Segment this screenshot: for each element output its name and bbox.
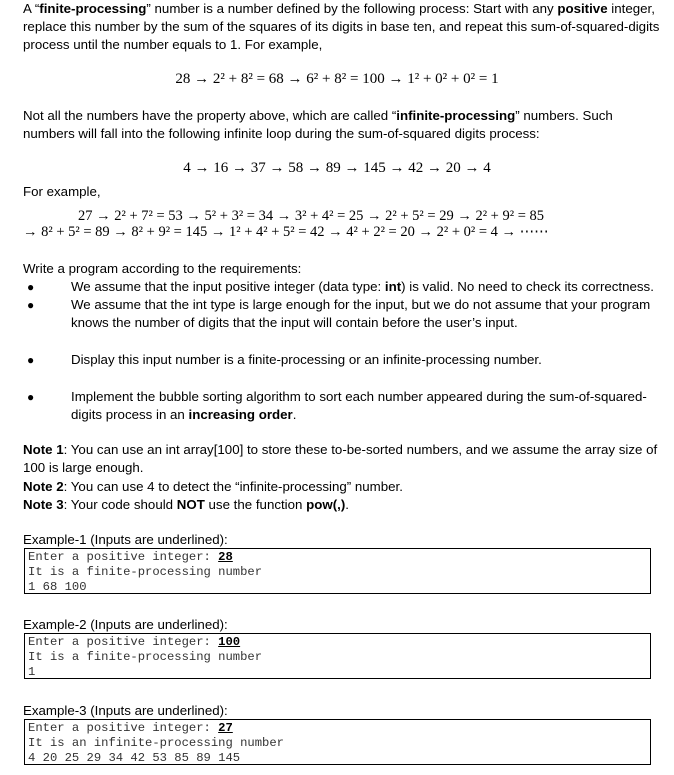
note-1 <box>23 441 665 477</box>
user-input: 100 <box>218 635 241 649</box>
console-output <box>24 633 651 679</box>
for-example-label: For example, <box>23 184 101 199</box>
bullet-icon: ● <box>27 298 35 312</box>
bullet-icon: ● <box>27 390 35 404</box>
formula-finite-example: 28 → 2² + 8² = 68 → 6² + 8² = 100 → 1² + 0² + 0² = 1 <box>175 71 499 87</box>
formula-example-line1: 27 → 2² + 7² = 53 → 5² + 3² = 34 → 3² + 4² = 25 → 2² + 5² = 29 → 2² + 9² = 85 <box>78 208 544 224</box>
prompt: Enter a positive integer: <box>28 550 219 564</box>
requirement-item <box>27 278 668 296</box>
term-infinite-processing: infinite-processing <box>396 108 516 123</box>
text: pow(,) <box>306 497 346 512</box>
text: ” number is a number defined by the following process: Start with any <box>146 1 558 16</box>
requirement-item <box>27 296 668 332</box>
note-label: Note 1 <box>23 442 64 457</box>
result-line: It is a finite-processing number <box>28 650 263 664</box>
infinite-paragraph <box>23 107 665 143</box>
sorted-line: 1 <box>28 665 36 679</box>
text: ) is valid. No need to check its correctness. <box>401 279 654 294</box>
sorted-line: 1 68 100 <box>28 580 87 594</box>
text: A “ <box>23 1 40 16</box>
text: Not all the numbers have the property above, which are called “ <box>23 108 397 123</box>
example-label: Example-1 (Inputs are underlined): <box>23 532 228 547</box>
result-line: It is an infinite-processing number <box>28 736 284 750</box>
example-label: Example-2 (Inputs are underlined): <box>23 617 228 632</box>
note-3 <box>23 496 665 514</box>
prompt: Enter a positive integer: <box>28 721 219 735</box>
formula-example-line2: → 8² + 5² = 89 → 8² + 9² = 145 → 1² + 4² + 5² = 42 → 4² + 2² = 20 → 2² + 0² = 4 → ⋯⋯ <box>23 224 549 240</box>
formula-infinite-loop: 4 → 16 → 37 → 58 → 89 → 145 → 42 → 20 → 4 <box>183 160 491 176</box>
intro-paragraph <box>23 0 665 54</box>
text: Display this input number is a finite-processing or an infinite-processing number. <box>71 352 542 367</box>
text: NOT <box>176 497 205 512</box>
text: use the function <box>204 497 307 512</box>
text: . <box>292 407 297 422</box>
requirements-heading: Write a program according to the requirements: <box>23 261 302 276</box>
emphasis-positive: positive <box>557 1 608 16</box>
text: : You can use 4 to detect the “infinite-processing” number. <box>63 479 403 494</box>
text: increasing order <box>188 407 293 422</box>
bullet-icon: ● <box>27 353 35 367</box>
text: We assume that the int type is large enough for the input, but we do not assume that your program knows the number of digits that the input will contain before the user’s input. <box>71 297 651 330</box>
example-label: Example-3 (Inputs are underlined): <box>23 703 228 718</box>
text: Implement the bubble sorting algorithm to sort each number appeared during the sum-of-squared-digits process in an <box>71 389 647 422</box>
user-input: 27 <box>218 721 233 735</box>
sorted-line: 4 20 25 29 34 42 53 85 89 145 <box>28 751 241 765</box>
result-line: It is a finite-processing number <box>28 565 263 579</box>
requirement-item <box>27 351 668 369</box>
user-input: 28 <box>218 550 233 564</box>
text: ” numbers. Such numbers will fall into the following infinite loop during the sum-of-squared digits process: <box>23 108 613 141</box>
note-label: Note 2 <box>23 479 64 494</box>
text: : You can use an int array[100] to store these to-be-sorted numbers, and we assume the array size of 100 is large enough. <box>23 442 658 475</box>
requirement-item <box>27 388 668 424</box>
note-2 <box>23 478 665 496</box>
bullet-icon: ● <box>27 280 35 294</box>
text: We assume that the input positive integer (data type: <box>71 279 385 294</box>
text: int <box>384 279 402 294</box>
text: : Your code should <box>63 497 177 512</box>
console-output <box>24 548 651 594</box>
text: integer, replace this number by the sum of the squares of its digits in base ten, and repeat this sum-of-squared-digits process until the number equals to 1. For example, <box>23 1 660 52</box>
console-output <box>24 719 651 765</box>
prompt: Enter a positive integer: <box>28 635 219 649</box>
text: . <box>345 497 349 512</box>
note-label: Note 3 <box>23 497 64 512</box>
term-finite-processing: finite-processing <box>39 1 147 16</box>
